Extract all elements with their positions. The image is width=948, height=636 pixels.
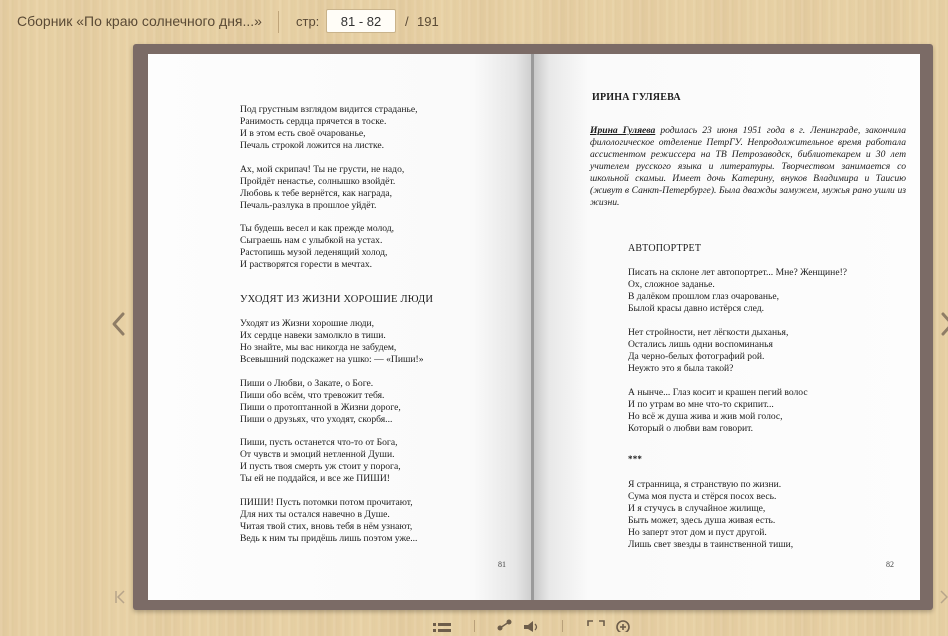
poem-line: Былой красы давно истёрся след.	[628, 303, 765, 314]
poem-line: Ох, сложное заданье.	[628, 279, 715, 290]
poem-line: Но всё ж душа жива и жив мой голос,	[628, 411, 783, 422]
poem-line: Сыграешь нам с улыбкой на устах.	[240, 235, 383, 246]
poem-line: Да черно-белых фотографий рой.	[628, 351, 765, 362]
contents-list-icon[interactable]	[433, 618, 451, 636]
author-bio	[590, 125, 906, 209]
page-total: 191	[417, 14, 439, 29]
toolbar-divider	[562, 620, 563, 632]
poem-line: Лишь свет звезды в таинственной тиши,	[628, 539, 794, 550]
author-name: Ирина Гуляева	[590, 125, 656, 136]
poem-line: Нет стройности, нет лёгкости дыханья,	[628, 327, 789, 338]
page-number: 81	[498, 560, 506, 569]
author-bio-text: родилась 23 июня 1951 года в г. Ленинграде, закончила филологическое отделение ПетрГУ. Непродолжительное время работала ассистентом режиссера на ТВ Петрозаводск, библиотекарем и 30 лет учителем русского языка и литературы. Творчеством занимается со школьной скамьи. Имеет дочь Катерину, внуков Владимира и Таисию (живут в Санкт-Петербурге). Была дважды замужем, мужья рано ушли из жизни.	[590, 125, 906, 208]
poem-line: И пусть твоя смерть уж стоит у порога,	[240, 461, 401, 472]
poem-line: Всевышний подскажет на ушко: — «Пиши!»	[240, 354, 424, 365]
poem-line: Печаль строкой ложится на листке.	[240, 140, 385, 151]
poem-line: Растопишь музой леденящий холод,	[240, 247, 388, 258]
book-title: Сборник «По краю солнечного дня...»	[17, 13, 262, 29]
poem-stanza	[628, 267, 847, 315]
poem-line: Но заперт этот дом и пуст другой.	[628, 527, 767, 538]
poem-line: И по утрам во мне что-то скрипит...	[628, 399, 774, 410]
poem-line: Ты будешь весел и как прежде молод,	[240, 223, 395, 234]
page-label: стр:	[296, 14, 320, 29]
poem-line: Любовь к тебе вернётся, как награда,	[240, 188, 393, 199]
poem-line: Их сердце навеки замолкло в тиши.	[240, 330, 386, 341]
poem-line: Быть может, здесь душа живая есть.	[628, 515, 776, 526]
poem-stanza	[240, 223, 394, 271]
poem-line: Для них ты остался навечно в Душе.	[240, 509, 390, 520]
poem-stanza	[240, 437, 401, 485]
right-page	[534, 54, 920, 600]
page-number-input[interactable]	[326, 9, 396, 33]
last-page-icon[interactable]	[938, 589, 948, 605]
poem-line: Пиши о протоптанной в Жизни дороге,	[240, 402, 401, 413]
poem-stanza	[628, 327, 788, 375]
poem-line: Пиши, пусть останется что-то от Бога,	[240, 437, 398, 448]
poem-line: Ведь к ним ты придёшь лишь поэтом уже...	[240, 533, 418, 544]
toolbar-divider	[278, 11, 279, 33]
poem-separator: ***	[628, 454, 643, 464]
poem-line: Писать на склоне лет автопортрет... Мне? Женщине!?	[628, 267, 848, 278]
poem-line: Печаль-разлука в прошлое уйдёт.	[240, 200, 377, 211]
author-heading: ИРИНА ГУЛЯЕВА	[592, 92, 681, 103]
zoom-in-icon[interactable]	[615, 619, 631, 636]
poem-line: Я странница, я странствую по жизни.	[628, 479, 782, 490]
poem-line: Который о любви вам говорит.	[628, 423, 754, 434]
poem-line: Ранимость сердца прячется в тоске.	[240, 116, 387, 127]
poem-stanza	[240, 378, 401, 426]
poem-line: И я стучусь в случайное жилище,	[628, 503, 766, 514]
poem-line: В далёком прошлом глаз очарованье,	[628, 291, 780, 302]
page-separator: /	[405, 14, 409, 29]
toolbar-divider	[474, 620, 475, 632]
first-page-icon[interactable]	[113, 589, 127, 605]
poem-line: Остались лишь одни воспоминанья	[628, 339, 773, 350]
poem-line: ПИШИ! Пусть потомки потом прочитают,	[240, 497, 413, 508]
poem-stanza	[240, 318, 424, 366]
fullscreen-icon[interactable]	[587, 620, 605, 636]
sound-icon[interactable]	[523, 619, 541, 636]
poem-line: А нынче... Глаз косит и крашен пегий волос	[628, 387, 808, 398]
share-icon[interactable]	[497, 619, 513, 636]
prev-page-icon[interactable]	[110, 309, 128, 339]
bottom-toolbar	[0, 614, 948, 632]
poem-line: От чувств и эмоций нетленной Души.	[240, 449, 395, 460]
poem-line: Неужто это я была такой?	[628, 363, 734, 374]
poem-stanza	[240, 104, 418, 152]
poem-stanza	[628, 387, 808, 435]
poem-line: Но знайте, мы вас никогда не забудем,	[240, 342, 397, 353]
poem-line: Пиши о Любви, о Закате, о Боге.	[240, 378, 374, 389]
book-spread	[133, 44, 933, 610]
left-page	[148, 54, 531, 600]
poem-line: И растворятся горести в мечтах.	[240, 259, 373, 270]
poem-line: Под грустным взглядом видится страданье,	[240, 104, 418, 115]
poem-line: Ах, мой скрипач! Ты не грусти, не надо,	[240, 164, 405, 175]
poem-stanza	[628, 479, 793, 551]
top-toolbar	[0, 0, 948, 44]
poem-title: УХОДЯТ ИЗ ЖИЗНИ ХОРОШИЕ ЛЮДИ	[240, 294, 434, 305]
poem-stanza	[240, 497, 417, 545]
page-number: 82	[886, 560, 894, 569]
poem-line: Ты ей не поддайся, и все же ПИШИ!	[240, 473, 390, 484]
poem-line: Сума моя пуста и стёрся посох весь.	[628, 491, 777, 502]
poem-line: Уходят из Жизни хорошие люди,	[240, 318, 375, 329]
poem-line: Пройдёт ненастье, солнышко взойдёт.	[240, 176, 396, 187]
poem-line: Читая твой стих, вновь тебя в нём узнают,	[240, 521, 413, 532]
next-page-icon[interactable]	[939, 309, 948, 339]
poem-line: И в этом есть своё очарованье,	[240, 128, 366, 139]
poem-title: АВТОПОРТРЕТ	[628, 243, 702, 254]
poem-line: Пиши обо всём, что тревожит тебя.	[240, 390, 385, 401]
poem-stanza	[240, 164, 404, 212]
poem-line: Пиши о друзьях, что уходят, скорбя...	[240, 414, 393, 425]
